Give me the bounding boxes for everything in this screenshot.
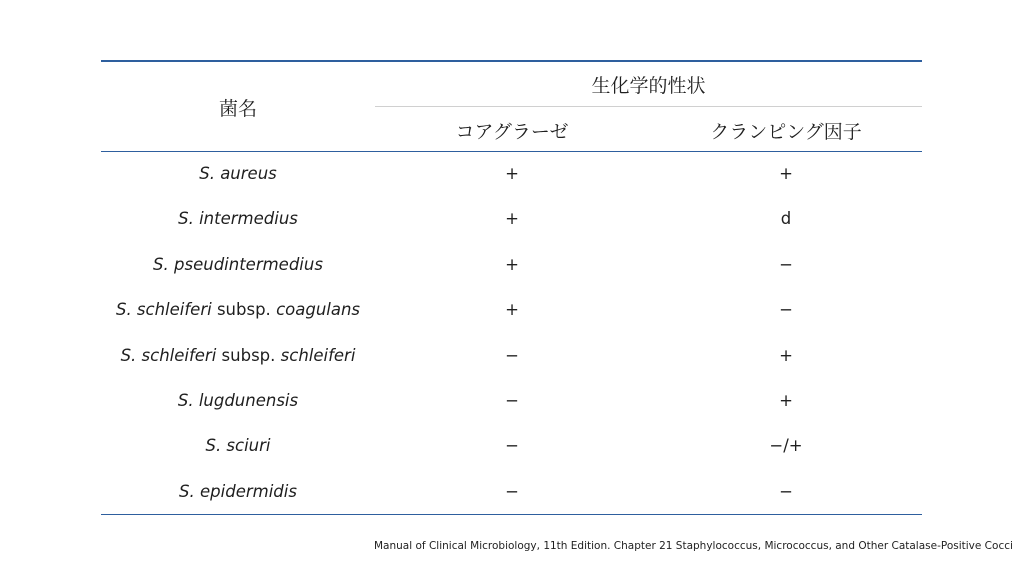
species-name: S. sciuri <box>205 436 271 456</box>
table-body <box>101 151 922 514</box>
species-name: S. aureus <box>199 164 277 183</box>
clumping-result: − <box>779 481 793 501</box>
header-group-underline <box>375 106 922 107</box>
clumping-result: d <box>780 209 792 229</box>
coagulase-result: − <box>505 390 519 410</box>
table-row <box>101 469 922 514</box>
table-row <box>101 333 922 378</box>
coagulase-result: + <box>505 209 519 229</box>
coagulase-result: − <box>505 481 519 501</box>
table-row <box>101 196 922 241</box>
table-row <box>101 151 922 196</box>
coagulase-result: − <box>505 345 519 365</box>
header-species: 菌名 <box>218 98 257 120</box>
coagulase-result: + <box>505 164 519 183</box>
coagulase-result: + <box>505 254 519 274</box>
coagulase-result: − <box>505 436 519 456</box>
header-biochemical-properties: 生化学的性状 <box>591 75 706 97</box>
table-row <box>101 242 922 287</box>
header-clumping-factor: クランピング因子 <box>710 121 862 143</box>
clumping-result: + <box>779 164 793 183</box>
table-row <box>101 287 922 332</box>
species-name: S. pseudintermedius <box>153 254 323 274</box>
clumping-result: + <box>779 345 793 365</box>
clumping-result: + <box>779 390 793 410</box>
species-name: S. schleiferi subsp. coagulans <box>115 300 361 320</box>
species-name: S. schleiferi subsp. schleiferi <box>120 345 356 365</box>
species-name: S. intermedius <box>178 209 298 229</box>
header-coagulase: コアグラーゼ <box>455 121 569 143</box>
table-row <box>101 378 922 423</box>
clumping-result: − <box>779 254 793 274</box>
species-name: S. lugdunensis <box>177 390 299 410</box>
table-row <box>101 423 922 468</box>
citation-text: Manual of Clinical Microbiology, 11th Edition. Chapter 21 Staphylococcus, Micrococcus, and Other Catalase-Positive Cocci <box>374 540 1013 552</box>
clumping-result: − <box>779 300 793 320</box>
table-top-rule <box>101 60 922 62</box>
clumping-result: −/+ <box>769 436 803 456</box>
species-name: S. epidermidis <box>179 481 297 501</box>
coagulase-result: + <box>505 300 519 320</box>
table-bottom-rule <box>101 514 922 515</box>
